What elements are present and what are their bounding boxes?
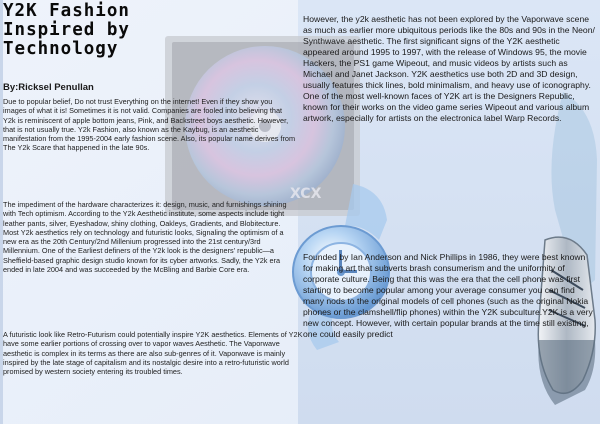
- svg-text:XCX: XCX: [290, 186, 322, 202]
- article-title: Y2K Fashion Inspired by Technology: [3, 1, 130, 59]
- left-paragraph-3: A futuristic look like Retro-Futurism could potentially inspire Y2K aesthetics. Elements of Y2K have some earlier portions of crossing over to vapor waves Aesthetic. The Vaporwave aesthetic is complex in its terms as there are also sub-genres of it. Vaporwave is mainly inspired by the late stage of capitalism and its nostalgic desire into a retro-futuristic world promised by western society entering its troubled times.: [3, 330, 303, 377]
- left-paragraph-2: The impediment of the hardware characterizes it: design, music, and furnishings shining with Tech optimism. According to the Y2k Aesthetic institute, some aspects include tight leather pants, silver, Eyeshadow, shiny clothing, Oakleys, Gradients, and Blobitecture. Most Y2k aesthetics rely on technology and futuristic looks, Signaling the optimism of a new era as the 20th Century/2nd Millenium progressed into the 21st century/3rd Millennium. One of the Earliest definers of the Y2k look is the designers' republic—a Sheffield-based graphic design studio known for its cyber artworks. Sadly, the Y2k era ended in late 2004 and was succeeded by the McBling and Barbie Core era.: [3, 200, 287, 275]
- right-paragraph-2: Founded by Ian Anderson and Nick Phillips in 1986, they were best known for making art that subverts brash consumerism and the uniformity of corporate culture. Being that this was the era that the cell phone was first starting to become popular among your average consumer you can find many nods to the original models of cell phones (such as the original Nokia phones or the clamshell/flip phones) within the Y2K subculture.Y2K is a very new concept. However, with certain popular brands at the time still existing, one could easily predict: [303, 252, 593, 339]
- right-paragraph-1: However, the y2k aesthetic has not been explored by the Vaporwave scene as much as earlier more ubiquitous periods like the 80s and 90s in the Neon/ Synthwave aesthetic. The first significant signs of the Y2K aesthetic appeared around 1995 to 1997, with the release of Windows 95, the movie Hackers, the PS1 game Wipeout, and music videos by artists such as Michael and Janet Jackson. Y2K aesthetics use both 2D and 3D design, usually features thick lines, bold minimalism, and heavy use of iconography. One of the most well-known faces of Y2K art is the Designers Republic, known for their works on the video game series Wipeout and various album artwork, especially for artists on the electronica label Warp Records.: [303, 14, 595, 123]
- author-byline: By:Ricksel Penullan: [3, 82, 94, 93]
- left-paragraph-1: Due to popular belief, Do not trust Everything on the internet! Even if they show you images of what it is! Sometimes it is not valid. Companies are fooled into believing that Y2k is reminiscent of apple bottom jeans, Pink, and Backstreet boys aesthetic. However, that is not usually true. Y2k Fashion, also known as the Kaybug, is an aesthetic manifestation from the 1995-2004 early fashion scene. Also, its popular name derives from The Y2k Scare that happened in the late 90s.: [3, 97, 296, 153]
